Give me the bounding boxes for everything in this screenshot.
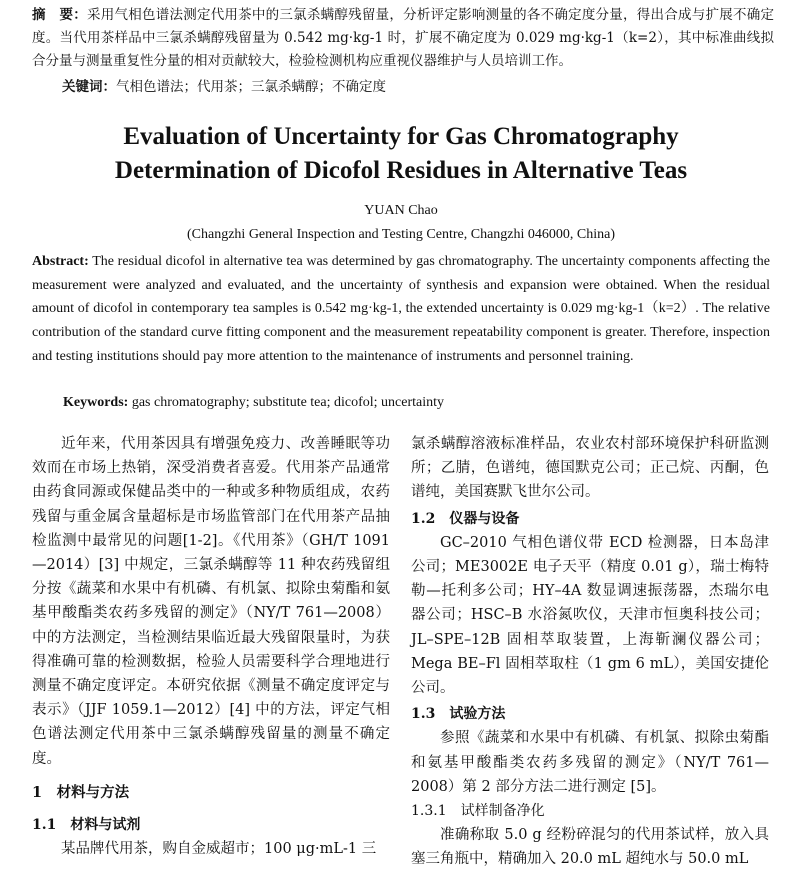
- english-title: [30, 120, 772, 188]
- title-line-2: Determination of Dicofol Residues in Alternative Teas: [114, 157, 688, 184]
- english-abstract-label: Abstract:: [32, 254, 89, 269]
- section-heading-1-1: 1.1 材料与试剂: [32, 817, 141, 834]
- section-heading-1-3: 1.3 试验方法: [411, 706, 506, 723]
- english-abstract-text: The residual dicofol in alternative tea was determined by gas chromatography. The uncertainty components affecting the measurement were analyzed and evaluated, and the uncertainty of synthesis and expansion were obtained. When the residual amount of dicofol in contemporary tea samples is 0.542 mg·kg-1, the extended uncertainty is 0.029 mg·kg-1（k=2）. The relative contribution of the standard curve fitting component and the measurement repeatability component is greater. Therefore, inspection and testing institutions should pay more attention to the maintenance of instruments and personnel training.: [32, 254, 770, 364]
- sample-prep-paragraph: 准确称取 5.0 g 经粉碎混匀的代用茶试样，放入具塞三角瓶中，精确加入 20.0 mL 超纯水与 50.0 mL: [411, 827, 769, 868]
- chinese-keywords-text: 气相色谱法；代用茶；三氯杀螨醇；不确定度: [116, 79, 386, 95]
- author: YUAN Chao: [364, 203, 438, 218]
- materials-paragraph: 某品牌代用茶，购自金威超市；100 μg·mL-1 三: [61, 841, 377, 858]
- english-keywords-text: gas chromatography; substitute tea; dicofol; uncertainty: [131, 395, 445, 410]
- chinese-abstract: [32, 4, 774, 73]
- instruments-paragraph: GC–2010 气相色谱仪带 ECD 检测器，日本岛津公司；ME3002E 电子天平（精度 0.01 g），瑞士梅特勒—托利多公司；HY–4A 数显调速振荡器，杰瑞尔电器公司；HSC–B 水浴氮吹仪，天津市恒奥科技公司；JL–SPE–12B 固相萃取装置，上海靳澜仪器公司；Mega BE–Fl 固相萃取柱（1 gm 6 mL），美国安捷伦公司。: [411, 534, 769, 697]
- affiliation: (Changzhi General Inspection and Testing Centre, Changzhi 046000, China): [187, 227, 615, 242]
- english-keywords: [63, 395, 444, 411]
- left-column: [32, 432, 390, 861]
- right-column: [411, 432, 769, 872]
- chinese-abstract-label: 摘 要：: [32, 7, 87, 23]
- english-keywords-label: Keywords:: [63, 395, 129, 410]
- chinese-abstract-text: 采用气相色谱法测定代用茶中的三氯杀螨醇残留量，分析评定影响测量的各不确定度分量，得出合成与扩展不确定度。当代用茶样品中三氯杀螨醇残留量为 0.542 mg·kg-1 时，扩展不确定度为 0.029 mg·kg-1（k=2），其中标准曲线拟合分量与测量重复性分量的相对贡献较大，检验检测机构应重视仪器维护与人员培训工作。: [32, 7, 775, 69]
- method-paragraph: 参照《蔬菜和水果中有机磷、有机氯、拟除虫菊酯和氨基甲酸酯类农药多残留的测定》（NY/T 761—2008）第 2 部分方法二进行测定 [5]。: [411, 730, 769, 795]
- chinese-keywords: [62, 76, 386, 98]
- section-heading-1-2: 1.2 仪器与设备: [411, 510, 520, 527]
- chinese-keywords-label: 关键词：: [62, 79, 116, 95]
- section-heading-1: 1 材料与方法: [32, 783, 130, 801]
- title-line-1: Evaluation of Uncertainty for Gas Chromatography: [123, 123, 679, 150]
- english-abstract: [32, 250, 770, 369]
- section-heading-1-3-1: 1.3.1 试样制备净化: [411, 803, 545, 820]
- materials-continued-paragraph: 氯杀螨醇溶液标准样品，农业农村部环境保护科研监测所；乙腈，色谱纯，德国默克公司；正己烷、丙酮，色谱纯，美国赛默飞世尔公司。: [411, 436, 769, 501]
- intro-paragraph: 近年来，代用茶因具有增强免疫力、改善睡眠等功效而在市场上热销，深受消费者喜爱。代用茶产品通常由药食同源或保健品类中的一种或多种物质组成，农药残留与重金属含量超标是市场监管部门在代用茶产品抽检监测中最常见的问题[1-2]。《代用茶》（GH/T 1091—2014）[3] 中规定，三氯杀螨醇等 11 种农药残留组分按《蔬菜和水果中有机磷、有机氯、拟除虫菊酯和氨基甲酸酯类农药多残留的测定》（NY/T 761—2008）中的方法测定，当检测结果临近最大残留限量时，为获得准确可靠的检测数据，检验人员需要科学合理地进行测量不确定度评定。本研究依据《测量不确定度评定与表示》（JJF 1059.1—2012）[4] 中的方法，评定气相色谱法测定代用茶中三氯杀螨醇残留量的测量不确定度。: [32, 436, 390, 767]
